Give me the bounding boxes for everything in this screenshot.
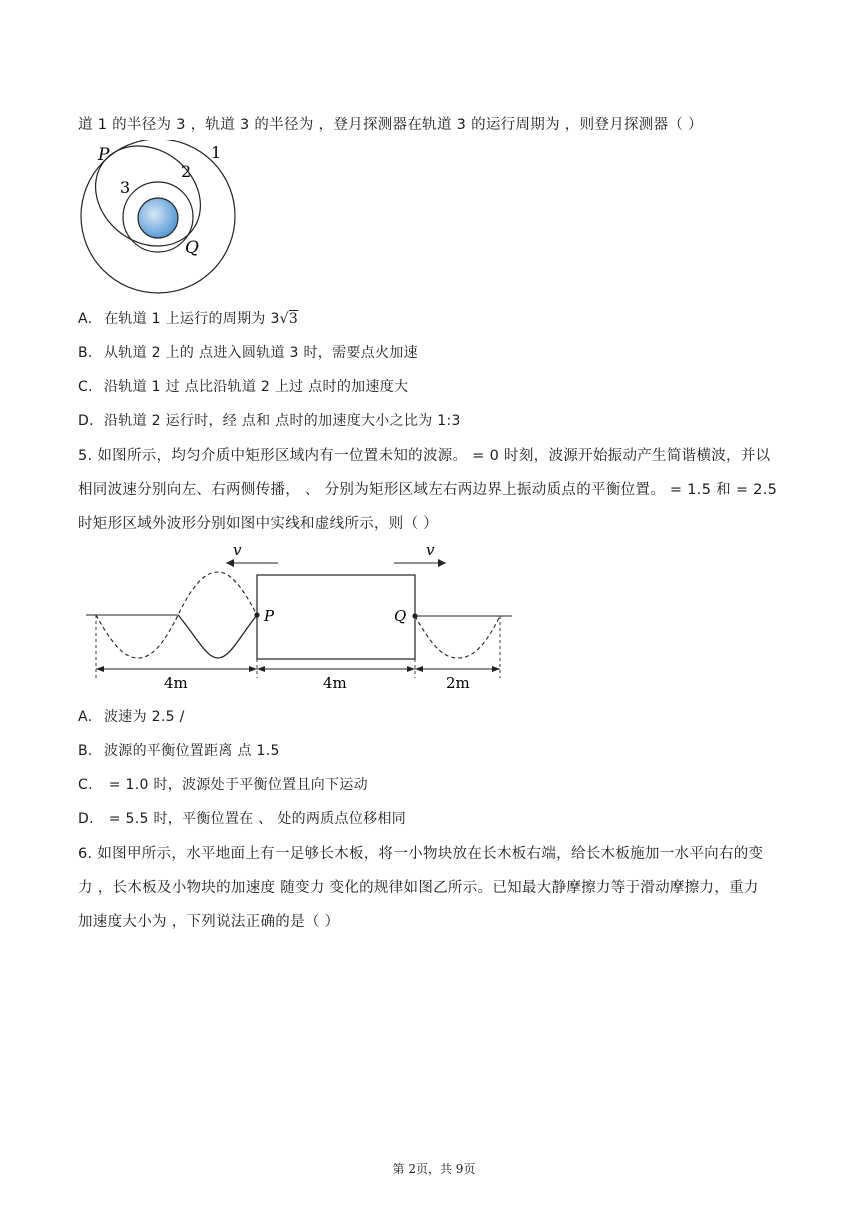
orbit-label-3: 3 [120,178,131,197]
q4-option-c [78,376,408,396]
q4-option-d-text: 沿轨道 2 运行时，经 点和 点时的加速度大小之比为 1:3 [104,413,461,429]
q5-option-b-letter: B. [78,743,93,759]
q6-stem-line-3: 加速度大小为 ，下列说法正确的是（ ） [78,914,340,930]
sqrt-radicand: 3 [288,311,299,327]
q6-stem-line-1: 6. 如图甲所示，水平地面上有一足够长木板，将一小物块放在长木板右端，给长木板施加一水平向右的变 [78,846,764,862]
left-solid-wave [178,615,257,658]
dim-arrow-4 [407,666,415,672]
right-dashed-wave [415,616,500,658]
q5-stem-line-2: 相同波速分别向左、右两侧传播， 、 分别为矩形区域左右两边界上振动质点的平衡位置。 = 1.5 和 = 2.5 [78,482,778,498]
sqrt-symbol: √3 [279,311,299,327]
q5-option-d-text: = 5.5 时，平衡位置在 、 处的两质点位移相同 [104,811,407,827]
moon-circle [138,198,178,238]
label-p: P [264,607,275,625]
velocity-label-left: v [233,541,242,559]
q4-option-b-text: 从轨道 2 上的 点进入圆轨道 3 时，需要点火加速 [104,345,418,361]
label-q: Q [394,607,407,625]
q5-option-a [78,706,185,726]
orbit-label-q: Q [185,238,199,258]
q6-stem-line-2: 力 ，长木板及小物块的加速度 随变力 变化的规律如图乙所示。已知最大静摩擦力等于滑动摩擦力，重力 [78,880,759,896]
q4-option-b [78,342,418,362]
q5-option-c [78,774,368,794]
q5-option-c-text: = 1.0 时，波源处于平衡位置且向下运动 [104,777,368,793]
orbit-label-p: P [98,145,110,165]
q5-stem-line-1: 5. 如图所示，均匀介质中矩形区域内有一位置未知的波源。 = 0 时刻，波源开始振动产生简谐横波，并以 [78,448,771,464]
q5-option-b-text: 波源的平衡位置距离 点 1.5 [104,743,280,759]
dim-arrow-1 [96,666,104,672]
q4-option-a [78,308,298,328]
dim-arrow-5 [415,666,423,672]
q5-stem-line-3: 时矩形区域外波形分别如图中实线和虚线所示，则（ ） [78,516,439,532]
dim-arrow-6 [492,666,500,672]
dim-label-left: 4m [164,674,188,692]
dim-arrow-3 [257,666,265,672]
wave-diagram [78,538,528,698]
q5-option-c-letter: C. [78,777,93,793]
orbit-figure [78,140,248,304]
q5-option-a-text: 波速为 2.5 / [104,709,185,725]
q4-option-d [78,410,461,430]
velocity-arrowhead-left [226,559,234,567]
medium-rectangle [257,575,415,659]
orbit-label-1: 1 [211,143,222,162]
orbit-label-2: 2 [181,162,192,181]
q4-option-c-letter: C. [78,379,93,395]
q5-option-d [78,808,406,828]
q4-option-a-letter: A. [78,311,93,327]
q5-option-d-letter: D. [78,811,94,827]
dim-arrow-2 [249,666,257,672]
orbit-diagram [78,140,248,300]
page-footer: 第 2页，共 9页 [392,1162,476,1176]
dim-label-right: 2m [446,674,470,692]
q4-option-b-letter: B. [78,345,93,361]
q4-option-d-letter: D. [78,413,94,429]
velocity-label-right: v [426,541,435,559]
point-p [254,612,259,617]
q4-option-a-text: 在轨道 1 上运行的周期为 3 [104,311,280,327]
wave-figure [78,538,528,702]
q5-option-a-letter: A. [78,709,93,725]
point-q [412,613,417,618]
dim-label-mid: 4m [323,674,347,692]
q4-stem-line: 道 1 的半径为 3 ，轨道 3 的半径为 ，登月探测器在轨道 3 的运行周期为 ，则登月探测器（ ） [78,117,703,133]
q4-option-c-text: 沿轨道 1 过 点比沿轨道 2 上过 点时的加速度大 [104,379,409,395]
velocity-arrowhead-right [438,559,446,567]
q5-option-b [78,740,280,760]
